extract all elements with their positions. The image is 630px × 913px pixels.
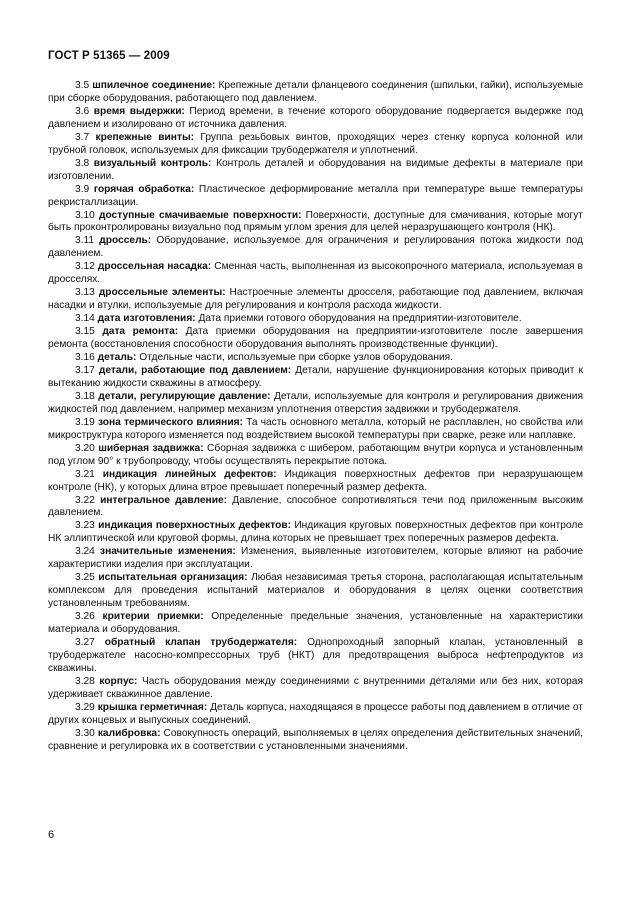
entry-definition: Крепежные детали фланцевого соединения (шпильки, гайки), используемые при сборке оборудования, работающего под давлением. (48, 80, 583, 104)
definitions-list (48, 80, 583, 754)
entry-number: 3.27 (75, 636, 95, 648)
entry-number: 3.7 (75, 131, 90, 143)
entry-term: зона термического влияния: (98, 416, 243, 428)
entry-definition: Отдельные части, используемые при сборке узлов оборудования. (139, 352, 453, 364)
definition-entry (48, 210, 583, 236)
entry-number: 3.28 (75, 675, 95, 687)
definition-entry (48, 546, 583, 572)
entry-definition: Давление, способное сопротивляться течи под приложенным высоким давлением. (48, 494, 583, 519)
entry-term: дроссель: (99, 235, 152, 247)
entry-number: 3.14 (75, 313, 95, 325)
entry-number: 3.11 (75, 235, 95, 247)
entry-number: 3.8 (75, 157, 90, 169)
entry-number: 3.15 (75, 326, 95, 338)
definition-entry (48, 469, 583, 495)
entry-definition: Часть оборудования между соединениями с внутренними деталями или без них, которая удерживает скважинное давление. (48, 675, 583, 700)
entry-definition: Настроечные элементы дросселя, работающие под давлением, включая насадки и втулки, используемые для регулирования и контроля расхода жидкости. (48, 287, 583, 312)
entry-number: 3.26 (75, 611, 95, 623)
definition-entry (48, 235, 583, 261)
entry-number: 3.29 (75, 701, 95, 713)
page-number: 6 (48, 829, 55, 841)
entry-term: дроссельная насадка: (97, 261, 212, 273)
entry-number: 3.12 (75, 261, 95, 273)
entry-definition: Детали, нарушение функционирования которых приводит к вытеканию жидкости скважины в атмосферу. (48, 364, 583, 389)
entry-term: дата изготовления: (97, 313, 196, 325)
definition-entry (48, 352, 583, 365)
entry-term: доступные смачиваемые поверхности: (99, 209, 302, 221)
entry-number: 3.18 (75, 390, 95, 402)
entry-definition: Та часть основного металла, который не расплавлен, но свойства или микроструктура которого изменяется под воздействием высокой температуры при сварке, резке или наплавке. (48, 416, 583, 441)
entry-term: крепежные винты: (95, 131, 195, 143)
entry-term: дата ремонта: (102, 326, 179, 338)
entry-term: дроссельные элементы: (98, 287, 226, 299)
definition-entry (48, 106, 583, 132)
entry-term: обратный клапан трубодержателя: (104, 636, 298, 648)
definition-entry (48, 158, 583, 184)
entry-term: крышка герметичная: (97, 701, 208, 713)
entry-term: горячая обработка: (93, 183, 195, 195)
definition-entry (48, 572, 583, 611)
entry-term: корпус: (99, 675, 138, 687)
entry-definition: Сменная часть, выполненная из высокопрочного материала, используемая в дросселях. (48, 261, 583, 286)
entry-definition: Любая независимая третья сторона, располагающая испытательным комплексом для проведения испытаний материалов и оборудования в целях оценки соответствия установленным требованиям. (48, 572, 583, 610)
definition-entry (48, 184, 583, 210)
entry-definition: Детали, используемые для контроля и регулирования движения жидкостей под давлением, например механизм уплотнения отверстия задвижки и трубодержателя. (48, 390, 583, 415)
entry-number: 3.30 (75, 727, 95, 739)
definition-entry (48, 132, 583, 158)
definition-entry (48, 287, 583, 313)
entry-number: 3.22 (75, 494, 95, 506)
definition-entry (48, 417, 583, 443)
definition-entry (48, 702, 583, 728)
entry-number: 3.6 (75, 105, 90, 117)
definition-entry (48, 637, 583, 676)
entry-definition: Индикация круговых поверхностных дефектов при контроле НК эллиптической или круговой формы, длина которых не превышает трех поперечных размеров дефекта. (48, 520, 583, 545)
entry-term: деталь: (97, 352, 137, 364)
entry-definition: Сборная задвижка с шибером, работающим внутри корпуса и установленным под углом 90° к трубопроводу, чтобы осуществлять перекрытие потока. (48, 442, 583, 467)
definition-entry (48, 676, 583, 702)
definition-entry (48, 326, 583, 352)
entry-term: испытательная организация: (98, 572, 248, 584)
entry-term: значительные изменения: (100, 546, 236, 558)
entry-definition: Пластическое деформирование металла при температуре выше температуры рекристаллизации. (48, 183, 583, 208)
entry-term: шпилечное соединение: (92, 80, 216, 91)
entry-number: 3.21 (75, 468, 95, 480)
definition-entry (48, 391, 583, 417)
definition-entry (48, 261, 583, 287)
entry-number: 3.16 (75, 352, 95, 364)
entry-term: индикация линейных дефектов: (102, 468, 277, 480)
entry-number: 3.10 (75, 209, 95, 221)
entry-definition: Индикация поверхностных дефектов при неразрушающем контроле (НК), у которых длина втрое превышает поперечный размер дефекта. (48, 468, 583, 493)
entry-number: 3.25 (75, 572, 95, 584)
entry-definition: Совокупность операций, выполняемых в целях определения действительных значений, сравнение и регулировка их в соответствии с установленными значениями. (48, 727, 583, 752)
definition-entry (48, 313, 583, 326)
entry-term: интегральное давление: (100, 494, 228, 506)
entry-definition: Определенные предельные значения, установленные на характеристики материала и оборудования. (48, 611, 583, 636)
page-header (48, 50, 170, 62)
definition-entry (48, 611, 583, 637)
definition-entry (48, 520, 583, 546)
document-title: ГОСТ Р 51365 — 2009 (48, 50, 170, 62)
entry-term: индикация поверхностных дефектов: (98, 520, 291, 532)
entry-number: 3.17 (75, 364, 95, 376)
entry-number: 3.13 (75, 287, 95, 299)
entry-number: 3.24 (75, 546, 95, 558)
entry-number: 3.19 (75, 416, 95, 428)
entry-term: детали, регулирующие давление: (98, 390, 271, 402)
entry-term: калибровка: (97, 727, 161, 739)
entry-number: 3.23 (75, 520, 95, 532)
entry-term: шиберная задвижка: (98, 442, 204, 454)
definition-entry (48, 495, 583, 521)
entry-term: визуальный контроль: (93, 157, 212, 169)
entry-definition: Изменения, выявленные изготовителем, которые влияют на рабочие характеристики изделия при эксплуатации. (48, 546, 583, 571)
definition-entry (48, 365, 583, 391)
entry-number: 3.9 (75, 183, 90, 195)
entry-number: 3.20 (75, 442, 95, 454)
entry-definition: Период времени, в течение которого оборудование подвергается выдержке под давлением и изолировано от источника давления. (48, 105, 583, 130)
entry-number: 3.5 (75, 80, 90, 91)
entry-definition: Дата приемки оборудования на предприятии-изготовителе после завершения ремонта (восстановления способности оборудования выполнять производственные функции). (48, 326, 583, 351)
entry-definition: Дата приемки готового оборудования на предприятии-изготовителе. (198, 313, 522, 325)
entry-term: детали, работающие под давлением: (98, 364, 292, 376)
entry-definition: Деталь корпуса, находящаяся в процессе работы под давлением в отличие от других концевых и выпускных соединений. (48, 701, 583, 726)
entry-definition: Группа резьбовых винтов, проходящих через стенку корпуса колонной или трубной головок, используемых для фиксации трубодержателя и уплотнений. (48, 131, 583, 156)
entry-definition: Оборудование, используемое для ограничения и регулирования потока жидкости под давлением. (48, 235, 583, 260)
definition-entry (48, 443, 583, 469)
entry-term: критерии приемки: (102, 611, 204, 623)
entry-definition: Поверхности, доступные для смачивания, которые могут быть проконтролированы визуально под прямым углом зрения для целей неразрушающего контроля (НК). (48, 209, 583, 234)
definition-entry (48, 728, 583, 754)
entry-definition: Контроль деталей и оборудования на видимые дефекты в материале при изготовлении. (48, 157, 584, 182)
entry-term: время выдержки: (93, 105, 185, 117)
definition-entry (48, 80, 583, 106)
entry-definition: Однопроходный запорный клапан, установленный в трубодержателе насосно-компрессорных труб (НКТ) для предотвращения выброса нефтепродуктов из скважины. (48, 636, 583, 674)
